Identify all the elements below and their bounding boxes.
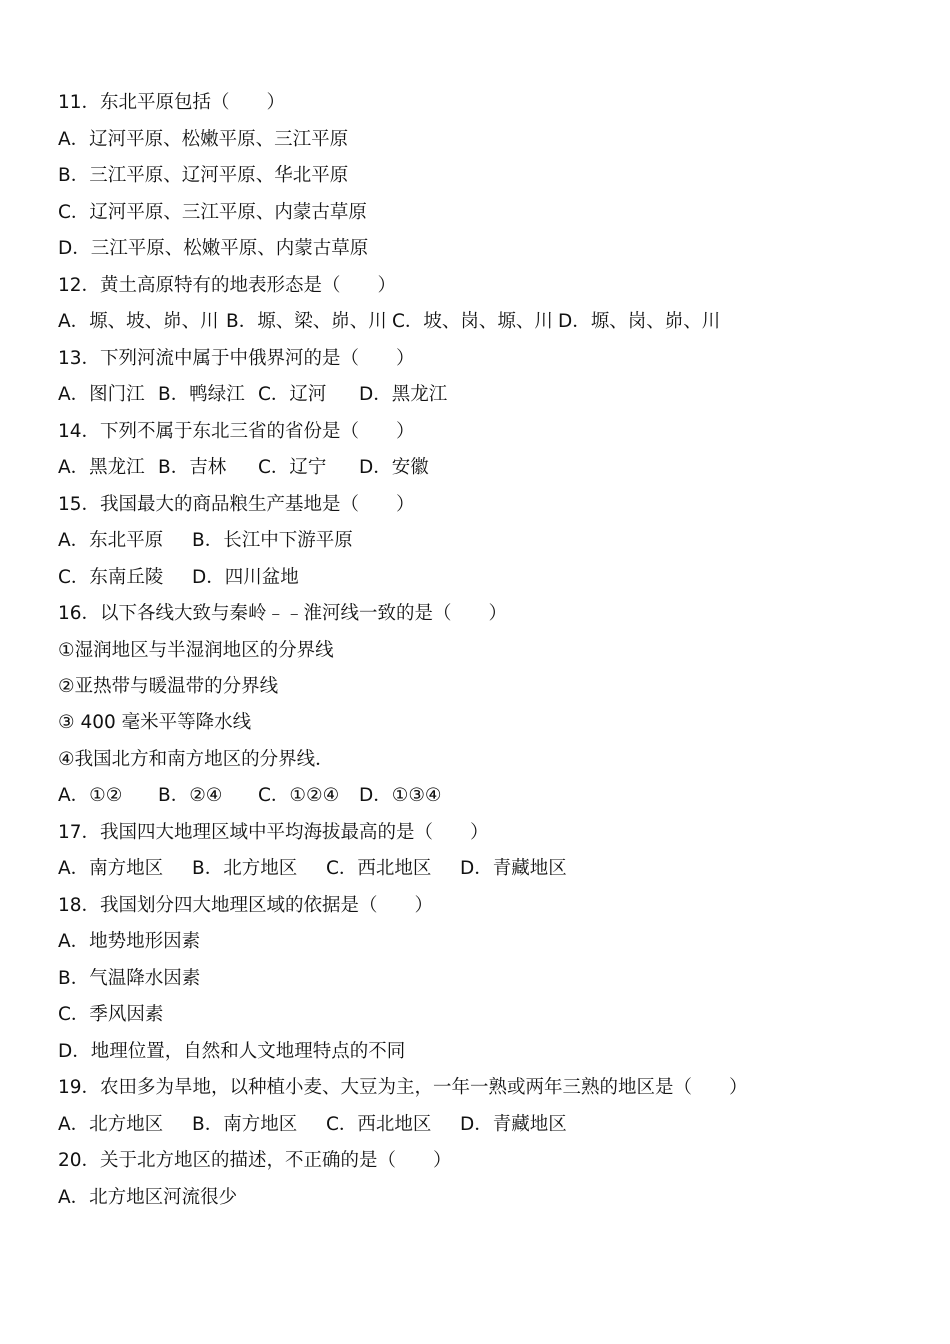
question-11-stem: 11．东北平原包括（ ） [58, 92, 286, 113]
question-12-option-a: A．塬、坡、峁、川 [58, 311, 219, 332]
question-15-options-row-2 [58, 566, 918, 590]
question-18-option-a: A．地势地形因素 [58, 931, 201, 952]
question-16-item-3: ③ 400 毫米平等降水线 [58, 712, 252, 733]
question-17-option-a: A．南方地区 [58, 858, 164, 879]
question-19-option-d: D．青藏地区 [460, 1114, 567, 1135]
question-13-option-c: C．辽河 [258, 384, 327, 405]
question-20-stem: 20．关于北方地区的描述，不正确的是（ ） [58, 1150, 452, 1171]
question-13-options-row [58, 383, 918, 407]
question-11-option-a: A．辽河平原、松嫩平原、三江平原 [58, 129, 349, 150]
question-17-stem: 17．我国四大地理区域中平均海拔最高的是（ ） [58, 822, 489, 843]
question-14-option-b: B．吉林 [158, 457, 227, 478]
question-12-option-c: C．坡、岗、塬、川 [392, 311, 553, 332]
question-20-option-a: A．北方地区河流很少 [58, 1187, 238, 1208]
question-19-option-a: A．北方地区 [58, 1114, 164, 1135]
question-12-option-d: D．塬、岗、峁、川 [558, 311, 721, 332]
question-14-options-row [58, 456, 918, 480]
question-15-option-b: B．长江中下游平原 [192, 530, 353, 551]
question-16-option-b: B．②④ [158, 785, 223, 806]
question-14-option-d: D．安徽 [359, 457, 429, 478]
question-15-option-d: D．四川盆地 [192, 567, 299, 588]
question-11-option-b: B．三江平原、辽河平原、华北平原 [58, 165, 349, 186]
question-13-option-b: B．鸭绿江 [158, 384, 245, 405]
question-13-option-a: A．图门江 [58, 384, 145, 405]
question-15-stem: 15．我国最大的商品粮生产基地是（ ） [58, 494, 415, 515]
question-13-stem: 13．下列河流中属于中俄界河的是（ ） [58, 348, 415, 369]
question-18-option-c: C．季风因素 [58, 1004, 164, 1025]
question-16-option-a: A．①② [58, 785, 123, 806]
question-19-option-b: B．南方地区 [192, 1114, 298, 1135]
question-16-item-4: ④我国北方和南方地区的分界线． [58, 749, 334, 770]
question-15-options-row-1 [58, 529, 918, 553]
question-19-option-c: C．西北地区 [326, 1114, 432, 1135]
question-16-option-c: C．①②④ [258, 785, 340, 806]
question-18-option-b: B．气温降水因素 [58, 968, 201, 989]
question-19-options-row [58, 1113, 918, 1137]
question-11-option-d: D．三江平原、松嫩平原、内蒙古草原 [58, 238, 369, 259]
question-12-options-row [58, 310, 918, 334]
question-16-option-d: D．①③④ [359, 785, 442, 806]
question-17-option-c: C．西北地区 [326, 858, 432, 879]
question-16-options-row [58, 784, 918, 808]
question-17-options-row [58, 857, 918, 881]
question-18-option-d: D．地理位置，自然和人文地理特点的不同 [58, 1041, 406, 1062]
question-17-option-d: D．青藏地区 [460, 858, 567, 879]
question-15-option-c: C．东南丘陵 [58, 567, 164, 588]
question-18-stem: 18．我国划分四大地理区域的依据是（ ） [58, 895, 434, 916]
question-14-stem: 14．下列不属于东北三省的省份是（ ） [58, 421, 415, 442]
question-11-option-c: C．辽河平原、三江平原、内蒙古草原 [58, 202, 367, 223]
question-17-option-b: B．北方地区 [192, 858, 298, 879]
question-15-option-a: A．东北平原 [58, 530, 164, 551]
question-12-option-b: B．塬、梁、峁、川 [226, 311, 387, 332]
question-19-stem: 19．农田多为旱地，以种植小麦、大豆为主，一年一熟或两年三熟的地区是（ ） [58, 1077, 748, 1098]
question-12-stem: 12．黄土高原特有的地表形态是（ ） [58, 275, 397, 296]
question-14-option-c: C．辽宁 [258, 457, 327, 478]
question-14-option-a: A．黑龙江 [58, 457, 145, 478]
question-16-item-2: ②亚热带与暖温带的分界线 [58, 676, 279, 697]
question-16-item-1: ①湿润地区与半湿润地区的分界线 [58, 640, 334, 661]
question-16-stem: 16．以下各线大致与秦岭﹣﹣淮河线一致的是（ ） [58, 603, 508, 624]
question-13-option-d: D．黑龙江 [359, 384, 448, 405]
